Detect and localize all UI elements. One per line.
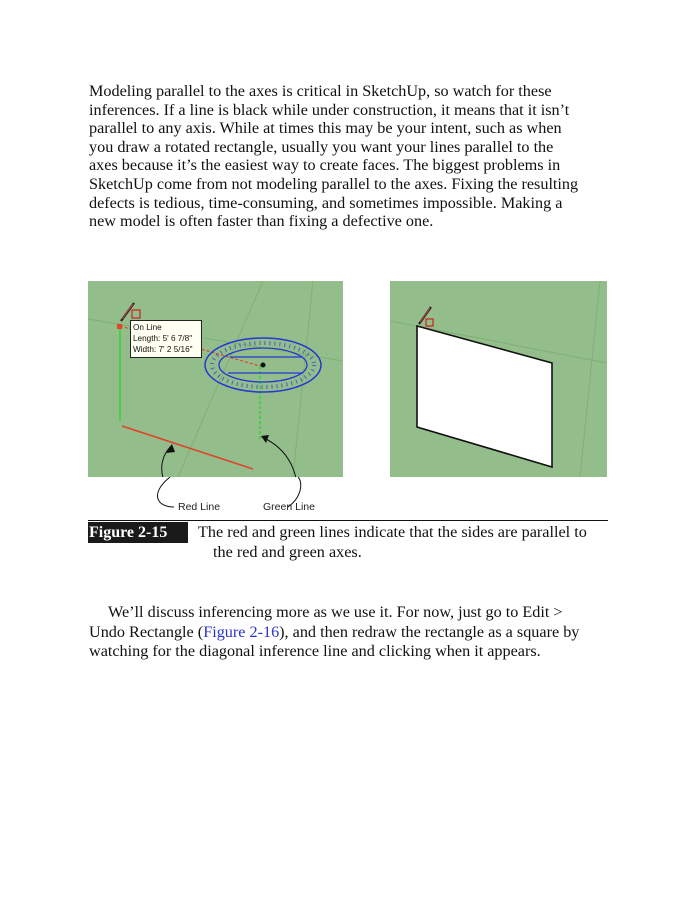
closing-line: We’ll discuss inferencing more as we use it. For now, just go to Edit > (108, 603, 563, 621)
caption-rule (88, 520, 608, 521)
rectangle-face (417, 326, 552, 467)
intro-line: inferences. If a line is black while under construction, it means that it isn’t (89, 100, 570, 119)
inference-tooltip (130, 320, 202, 358)
caption-line: the red and green axes. (213, 543, 362, 561)
intro-line: parallel to any axis. While at times this may be your intent, such as when (89, 119, 562, 138)
figure-left-panel (88, 281, 343, 477)
callout-curve-red (158, 477, 174, 507)
figure-right-panel (390, 281, 607, 477)
red-line-edge (122, 426, 253, 469)
intro-line: Modeling parallel to the axes is critical in SketchUp, so watch for these (89, 82, 552, 100)
green-line-label: Green Line (263, 501, 315, 513)
closing-text: ), and then redraw the rectangle as a square by (279, 622, 580, 641)
intro-line: axes because it’s the easiest way to create faces. The biggest problems in (89, 156, 561, 175)
right-scene-drawing (390, 281, 607, 477)
figure-callouts (88, 477, 348, 519)
guide-line (88, 319, 343, 361)
closing-text: Undo Rectangle ( (89, 622, 204, 641)
intro-paragraph (89, 82, 619, 231)
figure-2-16-link[interactable]: Figure 2-16 (203, 622, 280, 641)
guide-line (580, 281, 600, 477)
closing-paragraph (89, 603, 619, 662)
figure-label: Figure 2-15 (88, 522, 188, 543)
tooltip-line: Length: 5' 6 7/8" (133, 334, 193, 343)
tooltip-line: Width: 7' 2 5/16" (133, 345, 193, 354)
intro-line: you draw a rotated rectangle, usually you want your lines parallel to the (89, 137, 554, 156)
closing-line (89, 623, 619, 643)
red-line-label: Red Line (178, 501, 221, 513)
pencil-icon (419, 307, 433, 326)
closing-line: watching for the diagonal inference line and clicking when it appears. (89, 642, 541, 660)
caption-line: The red and green lines indicate that the sides are parallel to (198, 523, 587, 541)
tooltip-line: On Line (133, 323, 162, 332)
guide-line (178, 281, 263, 477)
callout-arrowhead-green (261, 435, 269, 443)
intro-line: defects is tedious, time-consuming, and sometimes impossible. Making a (89, 193, 563, 212)
callout-arrow-green (262, 437, 298, 477)
intro-line: SketchUp come from not modeling parallel to the axes. Fixing the resulting (89, 174, 579, 193)
guide-line (293, 281, 313, 477)
intro-line: new model is often faster than fixing a defective one. (89, 212, 434, 231)
callout-arrowhead-red (166, 444, 175, 453)
protractor-icon (205, 338, 321, 392)
left-scene-drawing (88, 281, 343, 477)
figure-caption (198, 522, 618, 562)
